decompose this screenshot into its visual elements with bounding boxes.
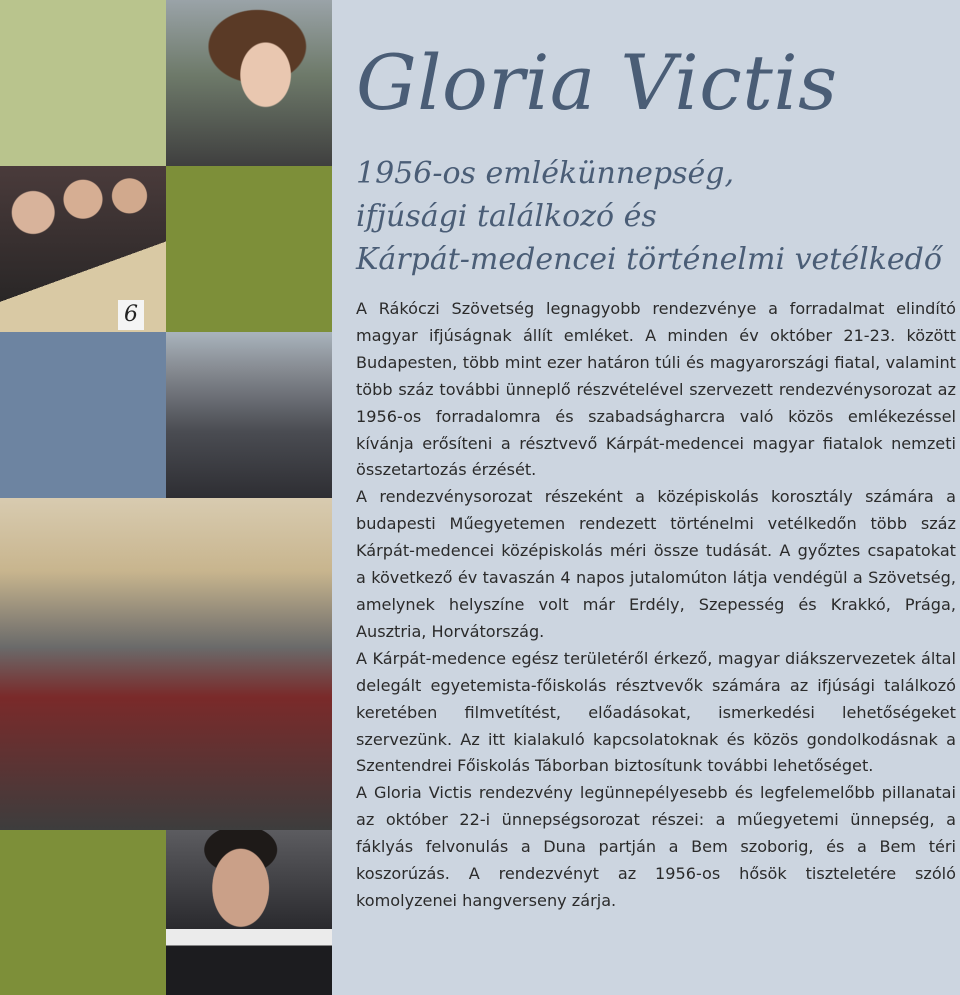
photo-students-at-table [0,166,166,332]
subtitle-line: ifjúsági találkozó és [356,199,657,234]
photo-ceremony-hall [0,498,332,830]
color-tile-olive-bottom [0,830,166,995]
text-panel [332,0,960,995]
subtitle-line: Kárpát-medencei történelmi vetélkedő [356,242,942,277]
photo-street-march [166,332,332,498]
article-body [356,296,956,915]
paragraph: A Rákóczi Szövetség legnagyobb rendezvénye a forradalmat elindító magyar ifjúságnak állít emléket. A minden év október 21-23. között Budapesten, több mint ezer határon túli és magyarországi fiatal, valamint több száz további ünneplő részvételével szervezett rendezvénysorozat az 1956-os forradalomra és szabadságharcra való közös emlékezéssel kívánja erősíteni a résztvevő Kárpát-medencei magyar fiatalok nemzeti összetartozás érzését. [356,299,956,480]
color-tile-olive [166,166,332,332]
paragraph: A rendezvénysorozat részeként a középiskolás korosztály számára a budapesti Műegyetemen rendezett történelmi vetélkedőn több száz Kárpát-medencei középiskolás méri össze tudását. A győztes csapatokat a következő év tavaszán 4 napos jutalomúton látja vendégül a Szövetség, amelynek helyszíne volt már Erdély, Szepesség és Krakkó, Prága, Ausztria, Horvátország. [356,487,956,641]
paragraph: A Gloria Victis rendezvény legünnepélyesebb és legfelemelőbb pillanatai az október 22-i ünnepségsorozat részei: a műegyetemi ünnepség, a fáklyás felvonulás a Duna partján a Bem szoborig, és a Bem téri koszorúzás. A rendezvényt az 1956-os hősök tiszteletére szóló komolyzenei hangverseny zárja. [356,783,956,910]
photo-young-man [166,830,332,995]
table-number-sign: 6 [118,300,144,330]
paragraph: A Kárpát-medence egész területéről érkező, magyar diákszervezetek által delegált egyetemista-főiskolás résztvevők számára az ifjúsági találkozó keretében filmvetítést, előadásokat, ismerkedési lehetőségeket szervezünk. Az itt kialakuló kapcsolatoknak és közös gondolkodásnak a Szentendrei Főiskolás Táborban biztosítunk további lehetőséget. [356,648,956,776]
photo-girl-with-torch [166,0,332,166]
color-tile-slate [0,332,166,498]
subtitle-line: 1956-os emlékünnepség, [356,156,735,191]
color-tile-light-green [0,0,166,166]
page-title: Gloria Victis [356,38,838,127]
page-subtitle [356,152,942,281]
photo-collage [0,0,332,995]
